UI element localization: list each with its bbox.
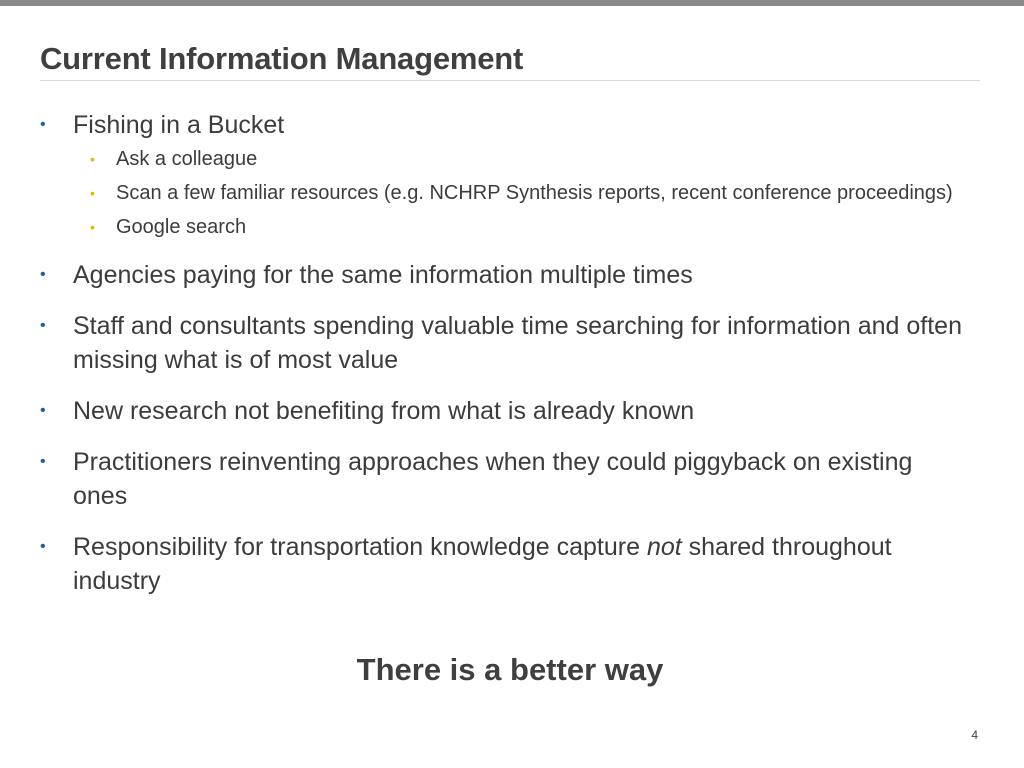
bullet-item [40, 309, 970, 377]
sub-bullet-item [73, 146, 970, 173]
sub-bullet-list [73, 146, 970, 241]
bullet-text-after: shared throughout industry [73, 533, 892, 595]
title-divider [40, 80, 980, 81]
bullet-marker-icon: • [40, 116, 46, 133]
slide-title: Current Information Management [40, 41, 524, 76]
bullet-item [40, 530, 970, 598]
bullet-text-before: Responsibility for transportation knowledge capture [73, 533, 647, 561]
page-number: 4 [971, 728, 978, 742]
bullet-marker-icon: • [40, 266, 46, 283]
bullet-text: Agencies paying for the same information multiple times [73, 261, 693, 289]
sub-bullet-item [73, 180, 970, 207]
bullet-emphasis: not [646, 533, 682, 561]
sub-bullet-text: Google search [116, 216, 247, 238]
bullet-text: Fishing in a Bucket [73, 111, 285, 139]
bullet-list [40, 108, 970, 615]
bullet-marker-icon: • [40, 453, 46, 470]
bullet-item [40, 394, 970, 428]
bullet-text [73, 533, 892, 595]
bullet-text: New research not benefiting from what is already known [73, 397, 695, 425]
sub-bullet-text: Ask a colleague [116, 148, 258, 170]
bullet-item [40, 258, 970, 292]
sub-bullet-marker-icon: • [90, 219, 95, 235]
bullet-marker-icon: • [40, 538, 46, 555]
sub-bullet-marker-icon: • [90, 185, 95, 201]
bullet-item [40, 445, 970, 513]
closing-tagline: There is a better way [356, 652, 664, 687]
bullet-text: Practitioners reinventing approaches when they could piggyback on existing ones [73, 448, 913, 510]
sub-bullet-text: Scan a few familiar resources (e.g. NCHRP Synthesis reports, recent conference proceedings) [116, 182, 953, 204]
bullet-marker-icon: • [40, 402, 46, 419]
top-accent-bar [0, 0, 1024, 6]
sub-bullet-marker-icon: • [90, 151, 95, 167]
bullet-item [40, 108, 970, 241]
bullet-text: Staff and consultants spending valuable time searching for information and often missing what is of most value [73, 312, 962, 374]
sub-bullet-item [73, 214, 970, 241]
bullet-marker-icon: • [40, 317, 46, 334]
